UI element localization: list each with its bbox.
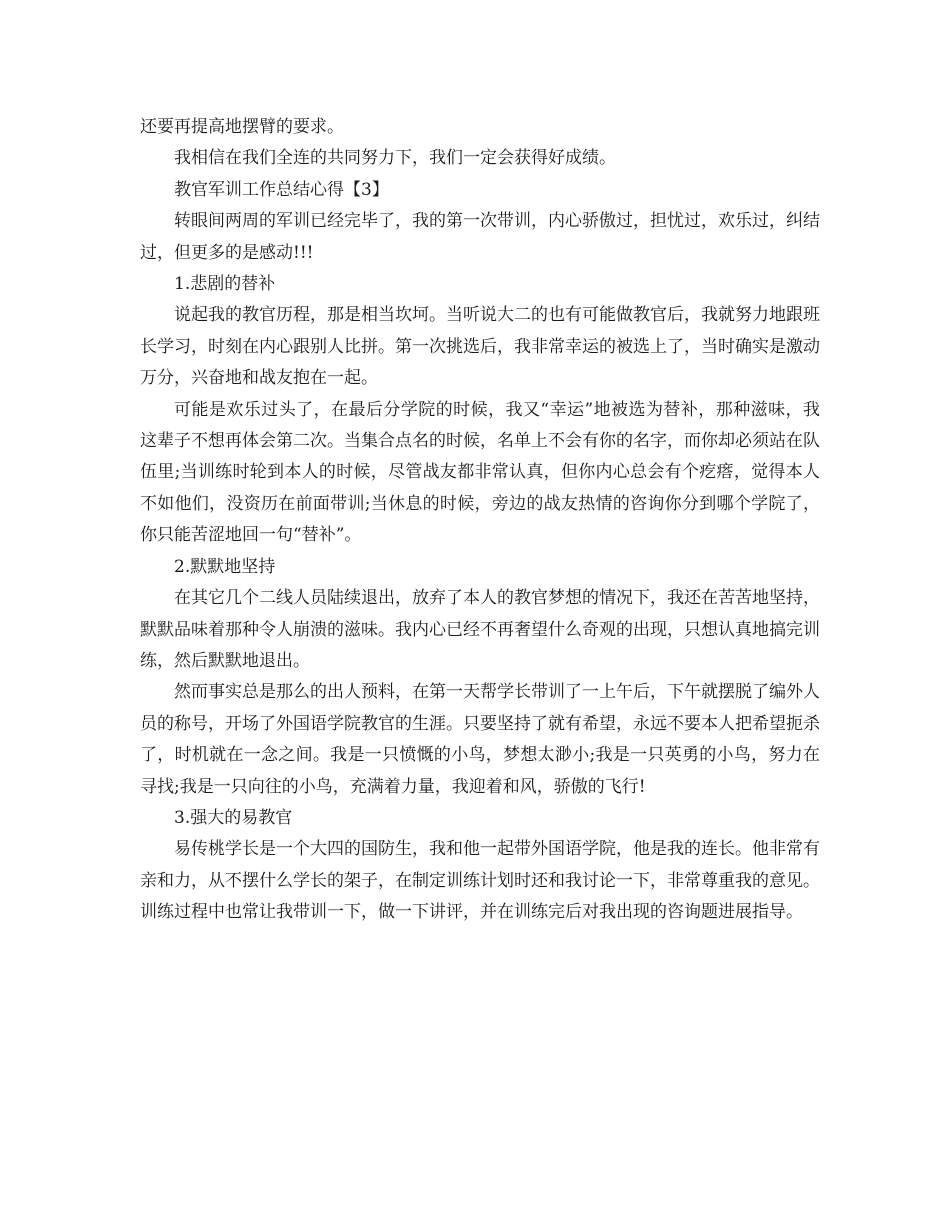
subheading-1: 1.悲剧的替补 <box>174 274 276 295</box>
document-body <box>140 112 820 929</box>
section-title: 教官军训工作总结心得【3】 <box>174 179 389 200</box>
subheading-2: 2.默默地坚持 <box>174 556 276 577</box>
paragraph-intro: 转眼间两周的军训已经完毕了，我的第一次带训，内心骄傲过，担忧过，欢乐过，纠结过，但更多的是感动!!! <box>140 211 820 263</box>
paragraph-experience: 说起我的教官历程，那是相当坎坷。当听说大二的也有可能做教官后，我就努力地跟班长学习，时刻在内心跟别人比拼。第一次挑选后，我非常幸运的被选上了，当时确实是激动万分，兴奋地和战友抱在一起。 <box>140 305 820 389</box>
subheading-3: 3.强大的易教官 <box>174 807 293 828</box>
paragraph-instructor: 易传桃学长是一个大四的国防生，我和他一起带外国语学院，他是我的连长。他非常有亲和力，从不摆什么学长的架子，在制定训练计划时还和我讨论一下，非常尊重我的意见。训练过程中也常让我带训一下，做一下讲评，并在训练完后对我出现的咨询题进展指导。 <box>140 839 820 923</box>
paragraph-turnaround: 然而事实总是那么的出人预料，在第一天帮学长带训了一上午后，下午就摆脱了编外人员的称号，开场了外国语学院教官的生涯。只要坚持了就有希望，永远不要本人把希望扼杀了，时机就在一念之间。我是一只愤慨的小鸟，梦想太渺小;我是一只英勇的小鸟，努力在寻找;我是一只向往的小鸟，充满着力量，我迎着和风，骄傲的飞行! <box>140 682 820 797</box>
paragraph-belief: 我相信在我们全连的共同努力下，我们一定会获得好成绩。 <box>174 148 616 169</box>
paragraph-substitute: 可能是欢乐过头了，在最后分学院的时候，我又“幸运”地被选为替补，那种滋味，我这辈子不想再体会第二次。当集合点名的时候，名单上不会有你的名字，而你却必须站在队伍里;当训练时轮到本人的时候，尽管战友都非常认真，但你内心总会有个疙瘩，觉得本人不如他们，没资历在前面带训;当休息的时候，旁边的战友热情的咨询你分到哪个学院了，你只能苦涩地回一句“替补”。 <box>140 399 820 546</box>
paragraph-continuation: 还要再提高地摆臂的要求。 <box>140 117 344 137</box>
paragraph-persist: 在其它几个二线人员陆续退出，放弃了本人的教官梦想的情况下，我还在苦苦地坚持，默默品味着那种令人崩溃的滋味。我内心已经不再奢望什么奇观的出现，只想认真地搞完训练，然后默默地退出。 <box>140 588 820 671</box>
